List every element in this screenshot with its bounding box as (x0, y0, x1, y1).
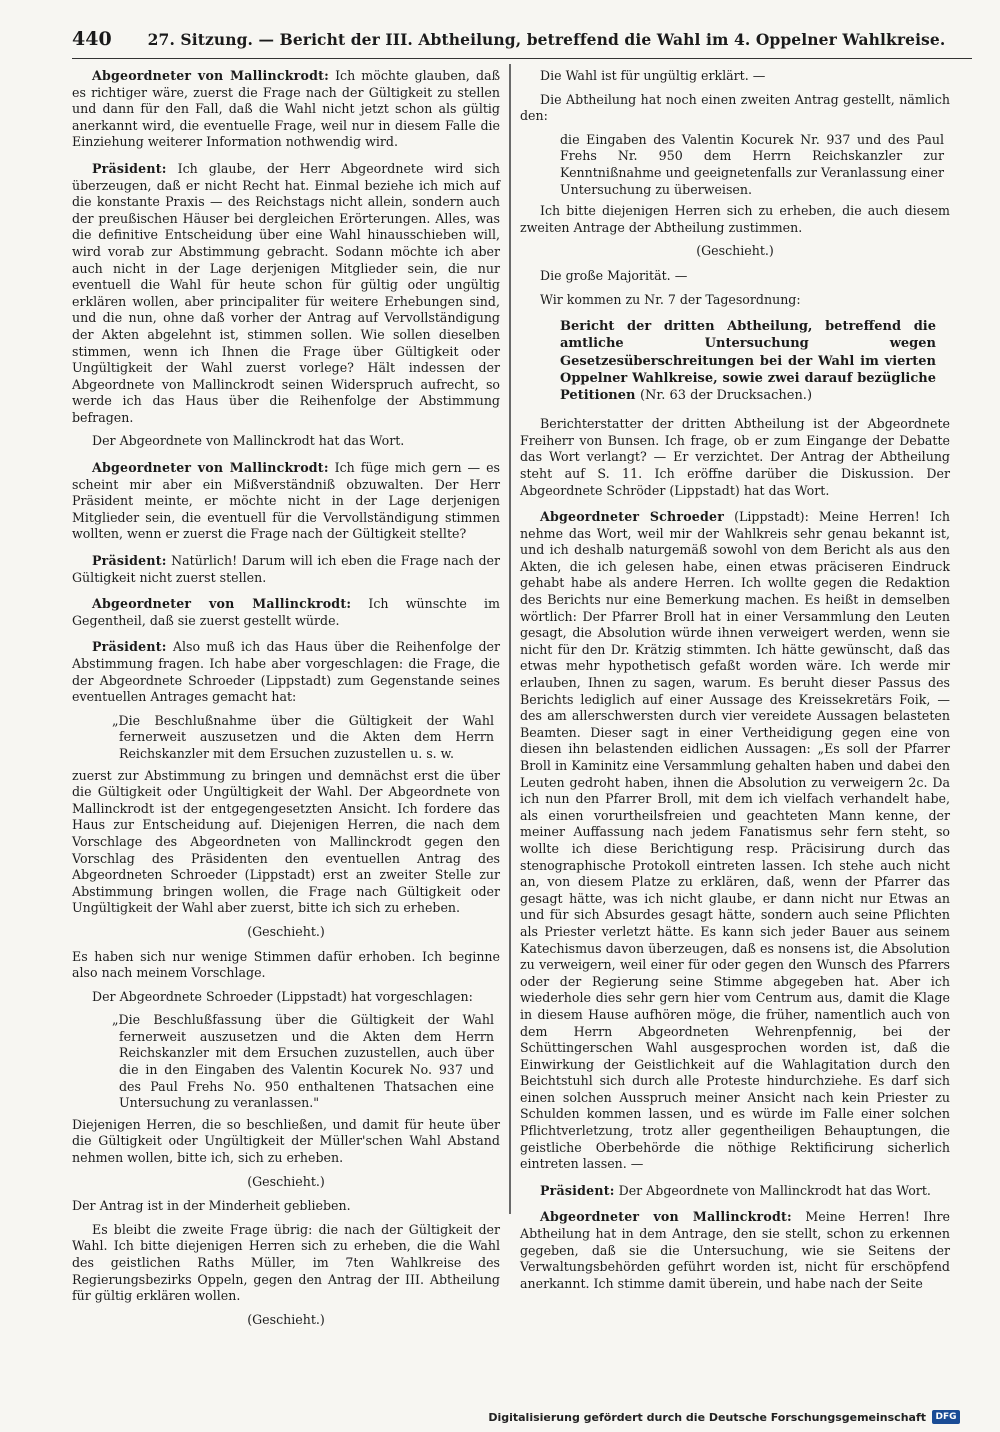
speech-text: Ich füge mich gern — es scheint mir aber ein Mißverständniß obzuwalten. Der Herr Präsident meinte, er möchte nicht in der Lage derjenigen Mitglieder sein, die eventuell für die Vervollständigung stimmen wollten, wenn er zuerst die Frage nach der Gültigkeit stellte? (72, 460, 500, 542)
paragraph (72, 460, 500, 543)
page-number: 440 (72, 28, 112, 50)
running-title: 27. Sitzung. — Bericht der III. Abtheilung, betreffend die Wahl im 4. Oppelner Wahlkreise. (147, 30, 946, 49)
digitization-credit (488, 1410, 960, 1424)
paragraph (520, 1183, 950, 1200)
speech-text: Ich glaube, der Herr Abgeordnete wird sich überzeugen, daß er nicht Recht hat. Einmal beziehe ich mich auf die konstante Praxis — des Reichstags nicht allein, sondern auch der preußischen Häuser bei dergleichen Erörterungen. Alles, was die definitive Entscheidung über eine Wahl hinausschieben will, wird vorab zur Abstimmung gebracht. Sodann möchte ich aber auch nicht in der Lage derjenigen Mitglieder sein, die nur eventuell die Wahl für heute schon für gültig oder ungültig erklären wollen, aber principaliter für weitere Erhebungen sind, und die nun, ohne daß vorher der Antrag auf Vervollständigung der Akten abgelehnt ist, stimmen sollen. Wie sollen dieselben stimmen, wenn ich Ihnen die Frage über Gültigkeit oder Ungültigkeit der Wahl zuerst vorlege? Hält indessen der Abgeordnete von Mallinckrodt seinen Widerspruch aufrecht, so werde ich das Haus über die Reihenfolge der Abstimmung befragen. (72, 160, 500, 425)
speech-text: (Lippstadt): Meine Herren! Ich nehme das Wort, weil mir der Wahlkreis sehr genau bekannt ist, und ich deshalb naturgemäß sowohl von dem Bericht als aus den Akten, die ich gelesen habe, einen etwas präciseren Eindruck gehabt habe als andere Herren. Ich wollte gegen die Redaktion des Berichts nur eine Bemerkung machen. Es heißt in demselben wörtlich: Der Pfarrer Broll hat in einer Versammlung den Leuten gesagt, die Absolution würde ihnen verweigert werden, wenn sie nicht für den Dr. Krätzig stimmten. Ich hätte gewünscht, daß das etwas mehr hypothetisch gefaßt worden wäre. Ich werde mir erlauben, Ihnen zu sagen, warum. Es beruht dieser Passus des Berichts lediglich auf einer Aussage des Kreissekretärs Foik, — des am allerschwersten durch vier vereidete Aussagen belasteten Beamten. Dieser sagt in einer Vertheidigung gegen eine von diesen ihn belastenden eidlichen Aussagen: „Es soll der Pfarrer Broll in Kaminitz eine Versammlung gehalten haben und dabei den Leuten gedroht haben, ihnen die Absolution zu verweigern 2c. Da ich nun den Pfarrer Broll, mit dem ich vielfach verhandelt habe, als einen vorurtheilsfreien und geachteten Mann kenne, der meiner Auffassung nach jedem Fanatismus sehr fern steht, so wollte ich diese Berichtigung resp. Präcisirung durch das stenographische Protokoll eintreten lassen. Ich stehe auch nicht an, von diesem Platze zu erklären, daß, wenn der Pfarrer das gesagt hätte, was ich nicht glaube, er dann nicht nur Etwas an und für sich Absurdes gesagt hätte, sondern auch seine Pflichten als Priester verletzt hätte. Es kann sich jeder Bauer aus seinem Katechismus davon überzeugen, daß es nonsens ist, die Absolution zu verweigern, weil einer für oder gegen den Wunsch des Pfarrers oder der Regierung seine Stimme abgegeben hat. Aber ich wiederhole dies sehr gern hier vom Centrum aus, damit die Klage in diesem Hause aufhören möge, die früher, namentlich auch von dem Herrn Abgeordneten Wehrenpfennig, bei der Schüttingerschen Wahl ausgesprochen worden ist, daß die Einwirkung der Geistlichkeit auf die Wahlagitation durch den Beichtstuhl sich durch alle Proteste hindurchziehe. Es darf sich einen solchen Ausspruch meiner Ansicht nach kein Priester zu Schulden kommen lassen, und es würde im Falle einer solchen Pflichtverletzung, trotz aller gegentheiligen Behauptungen, die geistliche Oberbehörde die nöthige Rektificirung sicherlich eintreten lassen. — (520, 509, 950, 1172)
paragraph (72, 596, 500, 629)
stage-direction: (Geschieht.) (696, 243, 774, 259)
speech-text: Also muß ich das Haus über die Reihenfolge der Abstimmung fragen. Ich habe aber vorgeschlagen: die Frage, die der Abgeordnete Schroeder (Lippstadt) zum Gegenstande seines eventuellen Antrages gemacht hat: (72, 639, 500, 705)
stage-direction: (Geschieht.) (247, 1173, 325, 1189)
paragraph: Der Abgeordnete Schroeder (Lippstadt) hat vorgeschlagen: (92, 988, 473, 1004)
speaker-name: Präsident: (540, 1182, 615, 1198)
speaker-name: Präsident: (92, 639, 167, 655)
paragraph: Die Abtheilung hat noch einen zweiten Antrag gestellt, nämlich den: (520, 91, 950, 124)
paragraph: Der Abgeordnete von Mallinckrodt hat das Wort. (92, 433, 405, 449)
speaker-name: Präsident: (92, 160, 167, 176)
paragraph (72, 639, 500, 705)
paragraph: Es bleibt die zweite Frage übrig: die nach der Gültigkeit der Wahl. Ich bitte diejenigen Herren sich zu erheben, die die Wahl des geistlichen Raths Müller, im 7ten Wahlkreise des Regierungsbezirks Oppeln, gegen den Antrag der III. Abtheilung für gültig erklären wollen. (72, 1221, 500, 1304)
speech-text: Ich möchte glauben, daß es richtiger wäre, zuerst die Frage nach der Gültigkeit zu stellen und dann für den Fall, daß die Wahl nicht jetzt schon als gültig anerkannt wird, die eventuelle Frage, weil nur in diesem Falle die Einziehung weiterer Information nothwendig wird. (72, 68, 500, 150)
paragraph: Der Antrag ist in der Minderheit geblieben. (72, 1198, 351, 1214)
paragraph: Es haben sich nur wenige Stimmen dafür erhoben. Ich beginne also nach meinem Vorschlage. (72, 948, 500, 981)
speaker-name: Abgeordneter von Mallinckrodt: (92, 68, 329, 83)
paragraph (72, 68, 500, 151)
stage-direction: (Geschieht.) (247, 923, 325, 939)
agenda-reference: (Nr. 63 der Drucksachen.) (639, 387, 813, 403)
agenda-title: Bericht der dritten Abtheilung, betreffend die amtliche Untersuchung wegen Gesetzesüberschreitungen bei der Wahl im vierten Oppelner Wahlkreise, sowie zwei darauf bezügliche Petitionen (560, 319, 936, 403)
speech-text: Meine Herren! Ihre Abtheilung hat in dem Antrage, den sie stellt, schon zu erkennen gegeben, daß sie die Untersuchung, wie sie Seitens der Verwaltungsbehörden geführt worden ist, nicht für erschöpfend anerkannt. Ich stimme damit überein, und habe nach der Seite (520, 1209, 950, 1291)
speaker-name: Abgeordneter von Mallinckrodt: (540, 1209, 792, 1225)
column-divider (509, 64, 511, 1214)
speech-text: Ich wünschte im Gegentheil, daß sie zuerst gestellt würde. (72, 596, 500, 628)
quoted-motion: „Die Beschlußfassung über die Gültigkeit der Wahl fernerweit auszusetzen und die Akten dem Herrn Reichskanzler mit dem Ersuchen zuzustellen, auch über die in den Eingaben des Valentin Kocurek No. 937 und des Paul Frehs No. 950 enthaltenen Thatsachen eine Untersuchung zu veranlassen." (112, 1012, 494, 1111)
quoted-motion: die Eingaben des Valentin Kocurek Nr. 937 und des Paul Frehs Nr. 950 dem Herrn Reichskanzler zur Kenntnißnahme und geeignetenfalls zur Veranlassung einer Untersuchung zu überweisen. (560, 131, 944, 197)
speaker-name: Abgeordneter von Mallinckrodt: (92, 596, 352, 612)
dfg-logo-icon: DFG (932, 1410, 960, 1424)
page-header (72, 28, 972, 59)
paragraph (520, 509, 950, 1173)
paragraph: Wir kommen zu Nr. 7 der Tagesordnung: (540, 291, 801, 307)
paragraph: Diejenigen Herren, die so beschließen, und damit für heute über die Gültigkeit oder Ungültigkeit der Müller'schen Wahl Abstand nehmen wollen, bitte ich, sich zu erheben. (72, 1116, 500, 1166)
speaker-name: Präsident: (92, 553, 167, 569)
paragraph: Die große Majorität. — (540, 267, 688, 283)
paragraph (520, 1209, 950, 1292)
credit-text: Digitalisierung gefördert durch die Deutsche Forschungsgemeinschaft (488, 1410, 926, 1424)
speech-text: Natürlich! Darum will ich eben die Frage nach der Gültigkeit nicht zuerst stellen. (72, 553, 500, 585)
paragraph (72, 553, 500, 586)
quoted-motion: „Die Beschlußnahme über die Gültigkeit der Wahl fernerweit auszusetzen und die Akten dem Herrn Reichskanzler mit dem Ersuchen zuzustellen u. s. w. (112, 712, 494, 761)
paragraph: Ich bitte diejenigen Herren sich zu erheben, die auch diesem zweiten Antrage der Abtheilung zustimmen. (520, 203, 950, 235)
agenda-item (560, 318, 936, 404)
paragraph: Berichterstatter der dritten Abtheilung ist der Abgeordnete Freiherr von Bunsen. Ich frage, ob er zum Eingange der Debatte das Wort verlangt? — Er verzichtet. Der Antrag der Abtheilung steht auf S. 11. Ich eröffne darüber die Diskussion. Der Abgeordnete Schröder (Lippstadt) hat das Wort. (520, 416, 950, 498)
stage-direction: (Geschieht.) (247, 1311, 325, 1327)
speaker-name: Abgeordneter Schroeder (540, 509, 725, 525)
paragraph: zuerst zur Abstimmung zu bringen und demnächst erst die über die Gültigkeit oder Ungültigkeit der Wahl. Der Abgeordnete von Mallinckrodt ist der entgegengesetzten Ansicht. Ich fordere das Haus zur Entscheidung auf. Diejenigen Herren, die nach dem Vorschlage des Abgeordneten von Mallinckrodt gegen den Vorschlag des Präsidenten den eventuellen Antrag des Abgeordneten Schroeder (Lippstadt) erst an zweiter Stelle zur Abstimmung bringen wollen, die Frage nach Gültigkeit oder Ungültigkeit der Wahl aber zuerst, bitte ich sich zu erheben. (72, 767, 500, 916)
right-column (520, 68, 950, 1299)
left-column (72, 68, 500, 1336)
paragraph (72, 161, 500, 427)
paragraph: Die Wahl ist für ungültig erklärt. — (540, 68, 766, 83)
speech-text: Der Abgeordnete von Mallinckrodt hat das Wort. (618, 1182, 931, 1198)
speaker-name: Abgeordneter von Mallinckrodt: (92, 460, 329, 476)
